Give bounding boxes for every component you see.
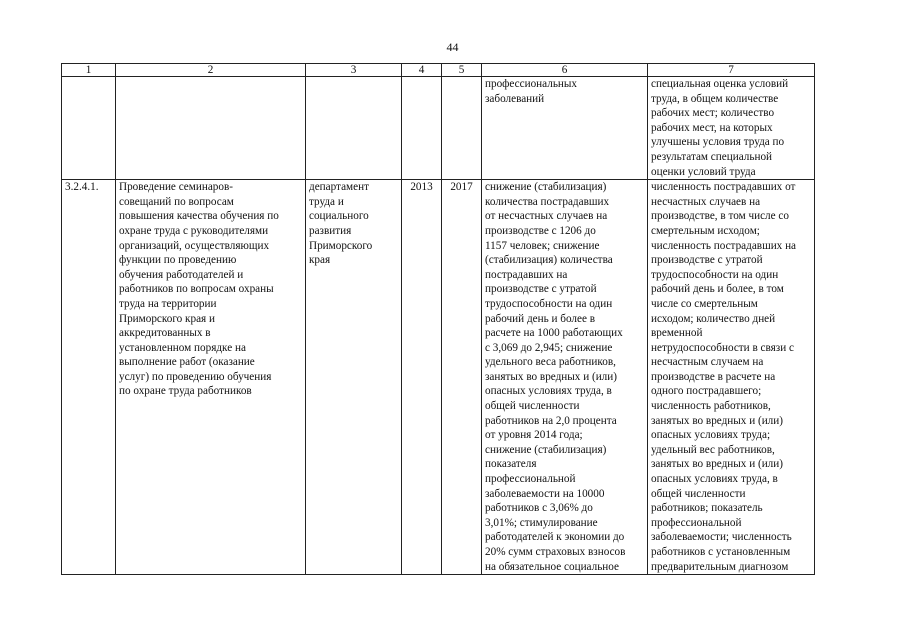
text-line: труда на территории	[119, 297, 217, 310]
cell-cont-4	[402, 77, 442, 180]
text-line: результатам специальной	[651, 150, 773, 163]
text-line: заболеваемости на 10000	[485, 487, 605, 500]
text-line: специальная оценка условий	[651, 78, 789, 90]
text-line: профессиональных	[485, 78, 578, 90]
text-line: рабочих мест, на которых	[651, 121, 773, 134]
text-line: удельный вес работников,	[651, 443, 775, 456]
text-line: рабочих мест; количество	[651, 107, 775, 120]
text-line: несчастных случаев на	[651, 195, 761, 208]
text-line: оценки условий труда	[651, 165, 756, 178]
text-line: удельного веса работников,	[485, 356, 616, 369]
text-line: одного пострадавшего;	[651, 385, 762, 398]
text-line: общей численности	[651, 487, 746, 500]
header-col-3: 3	[306, 64, 402, 77]
header-col-2: 2	[116, 64, 306, 77]
text-line: показателя	[485, 458, 537, 471]
cell-cont-3	[306, 77, 402, 180]
text-line: производстве с 1206 до	[485, 224, 596, 237]
text-line: выполнение работ (оказание	[119, 356, 255, 369]
text-line: смертельным исходом;	[651, 224, 760, 237]
text-line: 3,01%; стимулирование	[485, 516, 598, 529]
text-line: работников по вопросам охраны	[119, 283, 274, 296]
text-line: 1157 человек; снижение	[485, 239, 600, 252]
header-col-1: 1	[62, 64, 116, 77]
text-line: исходом; количество дней	[651, 312, 776, 325]
text-line: занятых во вредных и (или)	[651, 458, 783, 471]
text-line: Приморского края и	[119, 312, 215, 325]
text-line: повышения качества обучения по	[119, 210, 279, 223]
cell-cont-2	[116, 77, 306, 180]
text-line: численность пострадавших на	[651, 239, 797, 252]
text-line: аккредитованных в	[119, 327, 211, 340]
text-line: с 3,069 до 2,945; снижение	[485, 341, 613, 354]
text-line: пострадавших на	[485, 268, 568, 281]
text-line: несчастным случаем на	[651, 356, 764, 369]
header-col-7: 7	[648, 64, 815, 77]
cell-start-year: 2013	[402, 180, 442, 575]
text-line: работников с 3,06% до	[485, 502, 593, 515]
cell-cont-5	[442, 77, 482, 180]
text-line: работников с установленным	[651, 546, 791, 558]
text-line: улучшены условия труда по	[651, 136, 785, 149]
text-line: работодателей к экономии до	[485, 531, 625, 544]
text-line: временной	[651, 327, 703, 340]
cell-activity	[116, 180, 306, 575]
text-line: опасных условиях труда;	[651, 429, 771, 442]
text-line: нетрудоспособности в связи с	[651, 341, 794, 354]
text-line: численность работников,	[651, 400, 771, 413]
text-line: числе со смертельным	[651, 297, 758, 310]
text-line: снижение (стабилизация)	[485, 443, 607, 456]
text-line: заболеваемости; численность	[651, 531, 792, 544]
text-line: предварительным диагнозом	[651, 560, 789, 573]
text-line: на обязательное социальное	[485, 560, 619, 573]
text-line: Проведение семинаров-	[119, 181, 233, 194]
text-line: услуг) по проведению обучения	[119, 370, 272, 383]
text-line: занятых во вредных и (или)	[485, 370, 617, 383]
text-line: от несчастных случаев на	[485, 210, 608, 223]
header-col-4: 4	[402, 64, 442, 77]
text-line: производстве, в том числе со	[651, 210, 789, 223]
text-line: социального	[309, 210, 369, 223]
text-line: работников; показатель	[651, 502, 763, 515]
table-row-3-2-4-1	[62, 180, 815, 575]
text-line: производстве в расчете на	[651, 370, 776, 383]
text-line: совещаний по вопросам	[119, 195, 234, 208]
page-number: 44	[446, 40, 459, 54]
text-line: снижение (стабилизация)	[485, 181, 607, 194]
cell-item-number: 3.2.4.1.	[62, 180, 116, 575]
text-line: занятых во вредных и (или)	[651, 414, 783, 427]
program-table	[61, 63, 815, 575]
cell-cont-targets	[648, 77, 815, 180]
text-line: (стабилизация) количества	[485, 254, 613, 267]
text-line: работников на 2,0 процента	[485, 414, 617, 427]
text-line: департамент	[309, 181, 369, 194]
text-line: производстве с утратой	[485, 283, 597, 296]
text-line: края	[309, 254, 331, 267]
text-line: производстве с утратой	[651, 254, 763, 267]
text-line: трудоспособности на один	[651, 268, 779, 281]
text-line: развития	[309, 224, 352, 237]
text-line: установленном порядке на	[119, 341, 246, 354]
text-line: обучения работодателей и	[119, 268, 244, 281]
cell-executor	[306, 180, 402, 575]
text-line: трудоспособности на один	[485, 297, 613, 310]
text-line: заболеваний	[485, 92, 545, 105]
text-line: по охране труда работников	[119, 385, 252, 398]
cell-cont-indicators	[482, 77, 648, 180]
header-col-5: 5	[442, 64, 482, 77]
text-line: рабочий день и более, в том	[651, 283, 784, 296]
text-line: труда и	[309, 195, 344, 208]
text-line: количества пострадавших	[485, 195, 610, 208]
text-line: профессиональной	[485, 473, 576, 486]
text-line: рабочий день и более в	[485, 312, 596, 325]
cell-indicators	[648, 180, 815, 575]
text-line: труда, в общем количестве	[651, 92, 779, 105]
text-line: функции по проведению	[119, 254, 237, 267]
header-col-6: 6	[482, 64, 648, 77]
cell-cont-1	[62, 77, 116, 180]
table-row-continued	[62, 77, 815, 180]
text-line: организаций, осуществляющих	[119, 239, 270, 252]
cell-expected-results	[482, 180, 648, 575]
text-line: опасных условиях труда, в	[651, 473, 778, 486]
text-line: 20% сумм страховых взносов	[485, 546, 626, 558]
text-line: опасных условиях труда, в	[485, 385, 612, 398]
header-row	[62, 64, 815, 77]
text-line: численность пострадавших от	[651, 181, 796, 194]
text-line: от уровня 2014 года;	[485, 429, 583, 442]
text-line: профессиональной	[651, 516, 742, 529]
text-line: охране труда с руководителями	[119, 224, 269, 237]
text-line: Приморского	[309, 239, 373, 252]
cell-end-year: 2017	[442, 180, 482, 575]
text-line: расчете на 1000 работающих	[485, 327, 623, 340]
text-line: общей численности	[485, 400, 580, 413]
